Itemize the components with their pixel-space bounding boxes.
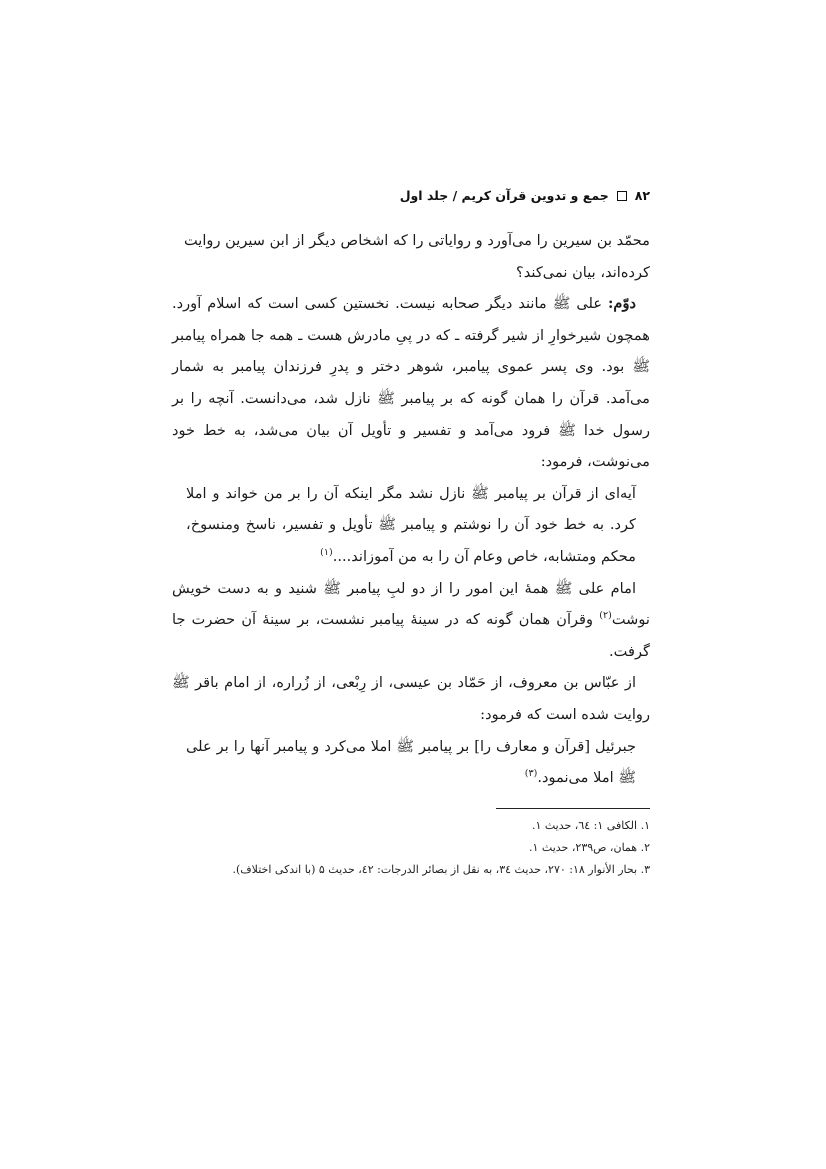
footnote-2: ۲. همان، ص۲۳۹، حدیث ۱. (529, 840, 650, 854)
footnote-1: ۱. الکافی ۱: ٦٤، حدیث ۱. (531, 818, 650, 832)
page-number: ۸۲ (634, 188, 650, 203)
book-page (172, 188, 650, 881)
footnote-3: ۳. بحار الأنوار ۱۸: ۲۷۰، حدیث ۳٤، به نقل از بصائر الدرجات: ٤۲، حدیث ۵ (با اندکی اختلاف). (232, 862, 650, 876)
footnote-ref-2: (۲) (599, 610, 612, 622)
paragraph-3 (172, 573, 650, 668)
footnote-divider (496, 808, 650, 809)
paragraph-3-body: امام علی ﷺ همهٔ این امور را از دو لبِ پیامبر ﷺ شنید و به دست خویش نوشت (172, 579, 650, 629)
quote-2-text: جبرئیل [قرآن و معارف را] بر پیامبر ﷺ املا می‌کرد و پیامبر آنها را بر علی ﷺ املا می‌نمود. (186, 737, 636, 787)
square-ornament-icon (617, 191, 627, 201)
paragraph-2-lead: دوّم: (608, 295, 636, 313)
paragraph-3-tail: وقرآن همان گونه که در سینهٔ پیامبر نشست، بر سینهٔ آن حضرت جا گرفت. (172, 611, 650, 660)
footnotes (172, 815, 650, 881)
quote-1-text: آیه‌ای از قرآن بر پیامبر ﷺ نازل نشد مگر اینکه آن را بر من خواند و املا کرد. به خط خود آن را نوشتم و پیامبر ﷺ تأویل و تفسیر، ناسخ ومنسوخ، محکم ومتشابه، خاص وعام آن را به من آموزاند.... (186, 484, 636, 565)
paragraph-2-body: علی ﷺ مانند دیگر صحابه نیست. نخستین کسی است که اسلام آورد. همچون شیرخوارِ از شیر گرفته ـ که در پیِ مادرش هست ـ همه جا همراه پیامبر ﷺ بود. وی پسر عموی پیامبر، شوهر دختر و پدرِ فرزندان پیامبر به شمار می‌آمد. قرآن را همان گونه که بر پیامبر ﷺ نازل شد، می‌دانست. آنچه را بر رسول خدا ﷺ فرود می‌آمد و تفسیر و تأویل آن بیان می‌شد، به خط خود می‌نوشت، فرمود: (172, 295, 650, 471)
paragraph-1-line-1: محمّد بن سیرین را می‌آورد و روایاتی را که اشخاص دیگر از ابن سیرین روایت (183, 232, 650, 249)
paragraph-4 (172, 667, 650, 730)
paragraph-4-text: از عبّاس بن معروف، از حَمّاد بن عیسی، از رِبْعی، از زُراره، از امام باقر ﷺ روایت شده است که فرمود: (172, 674, 650, 723)
paragraph-1 (172, 225, 650, 288)
running-header (172, 188, 650, 203)
footnote-ref-1: (۱) (320, 547, 333, 559)
book-title: جمع و تدوین قرآن کریم / جلد اول (399, 188, 609, 203)
main-text (172, 225, 650, 794)
quote-block-1 (172, 478, 650, 573)
footnote-ref-3: (۳) (524, 768, 538, 780)
quote-block-2 (172, 731, 650, 794)
paragraph-2 (172, 288, 650, 478)
quote-1 (172, 478, 650, 573)
quote-2 (172, 731, 650, 794)
paragraph-1-line-2: کرده‌اند، بیان نمی‌کند؟ (516, 263, 650, 281)
